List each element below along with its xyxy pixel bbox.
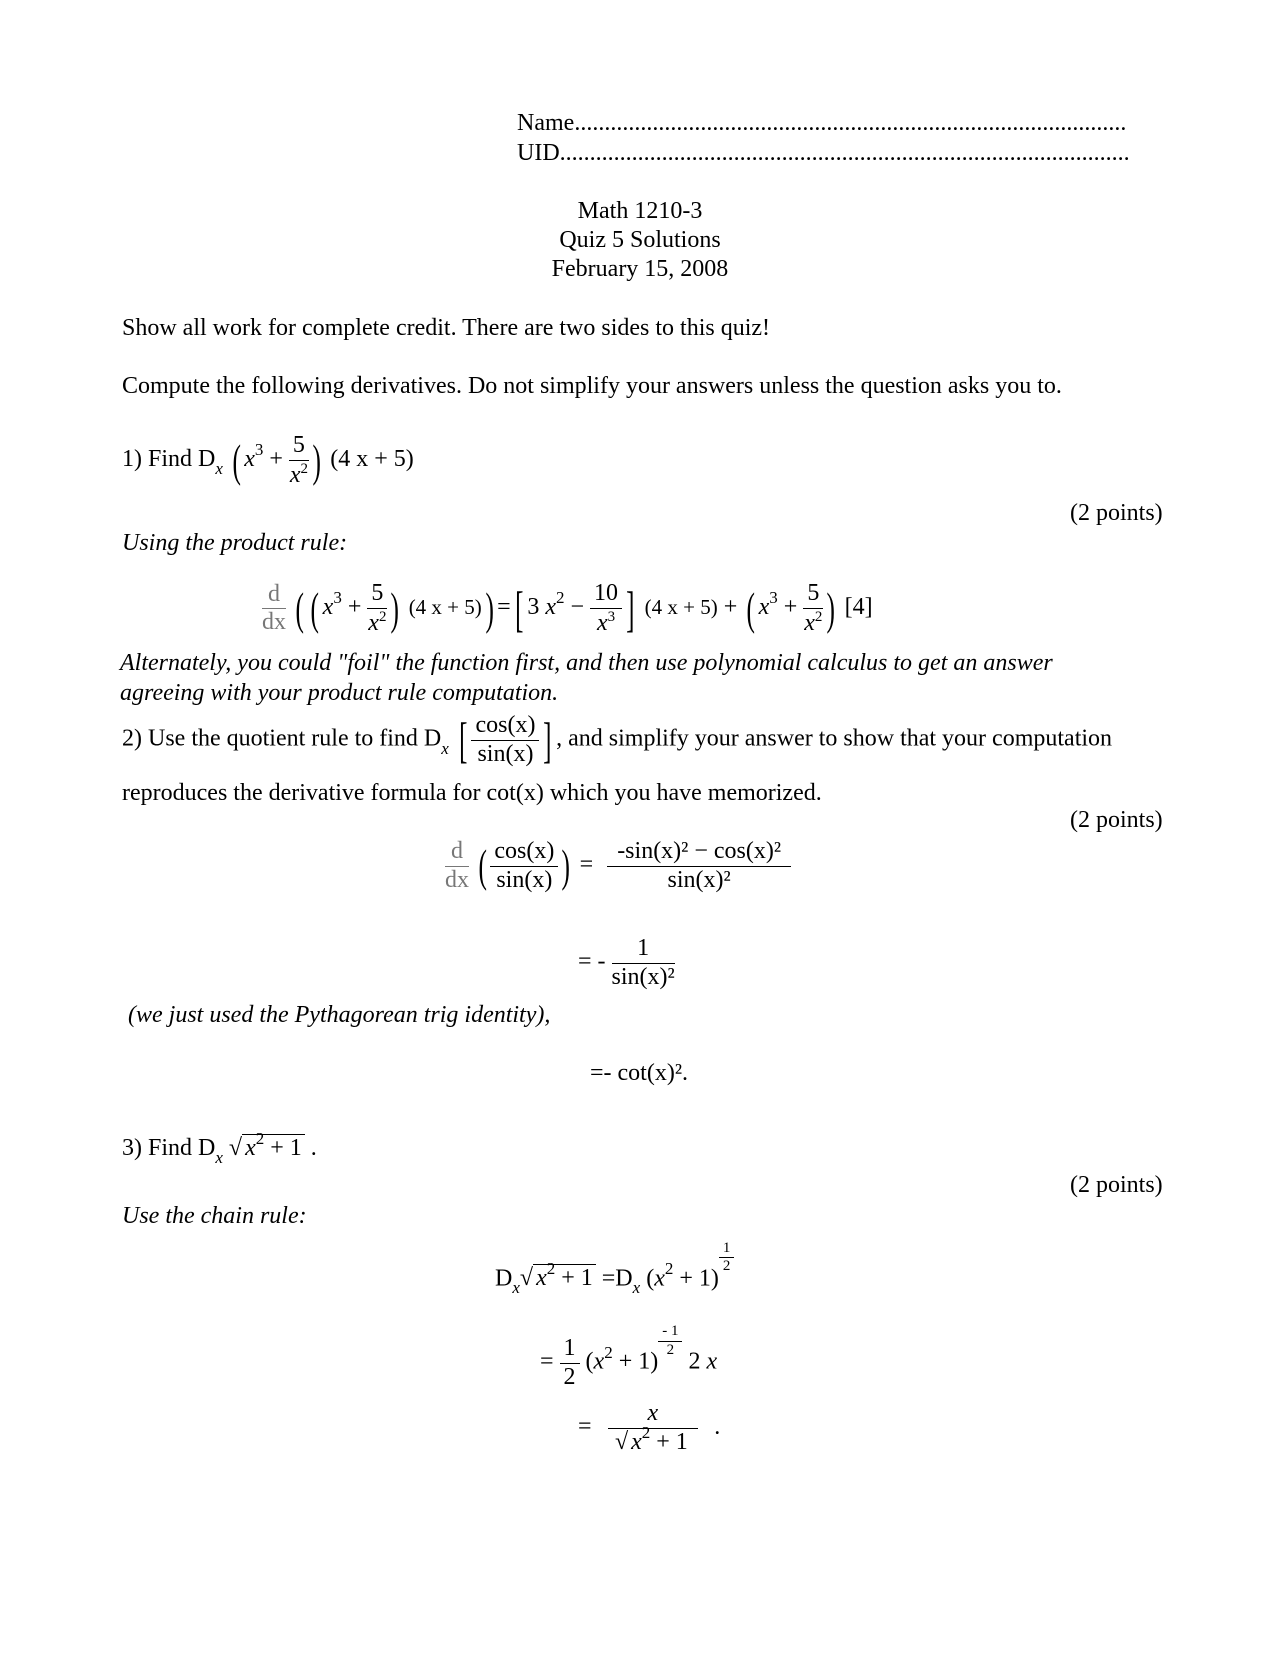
q3-solution-3: = $\frac{x}{√ x^2 + 1}$ .: [578, 1400, 721, 1455]
q1-statement: 1) Find $D_x$ ( $x^3$ + $\frac{5}{x^2}$ ) (4 x + 5): [122, 432, 414, 488]
q1-prefix: 1) Find D: [122, 446, 216, 473]
q1-points: (2 points): [1070, 500, 1163, 526]
name-label: Name: [517, 110, 575, 136]
q2-solution-1: $\frac{d}{dx}$ ( $\frac{\cos(x)}{\sin(x)}$ ) = $\frac{\text{-sin(x)² − cos(x)²}}{\text{sin(x)²}}$: [445, 838, 791, 894]
name-line: [517, 110, 1126, 137]
uid-dots: ...............................................................................................: [559, 140, 1130, 166]
q3-solution-1: $D_x√$ $x^2 + 1 =D_x$ $(x^2 + 1)$ $\frac{1}{2}$: [495, 1262, 734, 1298]
q3-solution-2: = $\frac{1}{2}$ $(x^2 + 1)$ $\frac{- 1}{2}$ 2 x: [540, 1323, 718, 1390]
q1-alt-line-2: agreeing with your product rule computation.: [120, 680, 559, 706]
q2-points: (2 points): [1070, 807, 1163, 833]
name-dots: ............................................................................................: [574, 110, 1127, 136]
q2-solution-2: = - $\frac{1}{\text{sin(x)²}}$: [578, 935, 675, 990]
q3-statement: 3) Find $D_x$ √ $x^2 + 1$ .: [122, 1129, 317, 1167]
q1-solution: $\frac{d}{dx}$ ( ( $x^3$ + $\frac{5}{x^2}$ ) (4 x + 5)) =[ 3 $x^2$ − $\frac{10}{x^3}$ ] (4 x + 5) + ( $x^3$ + $\frac{5}{x^2}$ ) [4]: [262, 580, 873, 637]
course-title: Math 1210-3: [577, 198, 703, 224]
q3-prefix: 3) Find D: [122, 1135, 216, 1161]
instruction-1: Show all work for complete credit. There are two sides to this quiz!: [122, 315, 771, 341]
uid-label: UID: [517, 140, 560, 166]
quiz-title: Quiz 5 Solutions: [559, 227, 721, 253]
uid-line: [517, 140, 1130, 167]
q1-tail: (4 x + 5): [330, 446, 414, 473]
q2-statement: 2) Use the quotient rule to find $D_x$ [ $\frac{\cos(x)}{\sin(x)}$ ] , and simplify your answer to show that your computation: [122, 712, 1113, 769]
q1-bracket-4: [4]: [844, 594, 873, 621]
q1-alt-line-1: Alternately, you could "foil" the function first, and then use polynomial calculus to get an answer: [120, 650, 1053, 676]
quiz-date: February 15, 2008: [551, 256, 729, 282]
q3-method: Use the chain rule:: [122, 1203, 307, 1229]
q2-line-2: reproduces the derivative formula for cot(x) which you have memorized.: [122, 780, 822, 806]
q2-prefix: 2) Use the quotient rule to find D: [122, 725, 442, 752]
q3-points: (2 points): [1070, 1172, 1163, 1198]
q2-final: =- cot(x)².: [590, 1060, 689, 1086]
q2-suffix: , and simplify your answer to show that your computation: [556, 725, 1113, 752]
instruction-2: Compute the following derivatives. Do not simplify your answers unless the question asks you to.: [122, 373, 1062, 399]
q2-note: (we just used the Pythagorean trig identity),: [128, 1002, 551, 1028]
q1-method: Using the product rule:: [122, 530, 348, 556]
q1-fraction: $\frac{5}{x^2}$: [289, 432, 308, 488]
